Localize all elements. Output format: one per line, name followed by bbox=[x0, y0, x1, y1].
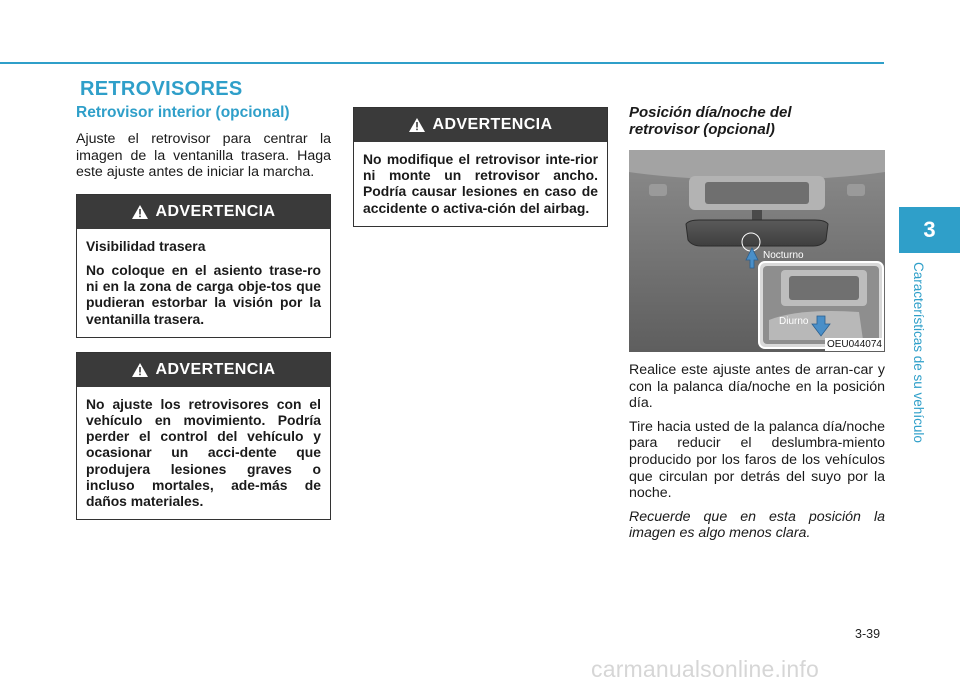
warning-header bbox=[77, 353, 330, 387]
figure-code: OEU044074 bbox=[826, 339, 882, 350]
day-night-para1: Realice este ajuste antes de arran-car y con la palanca día/noche en la posición día. bbox=[629, 362, 885, 412]
chapter-tab: 3 bbox=[899, 207, 960, 253]
label-day: Diurno bbox=[779, 316, 809, 327]
watermark: carmanualsonline.info bbox=[591, 656, 819, 682]
column-left bbox=[76, 104, 331, 520]
subheading-day-night bbox=[629, 104, 885, 138]
warning-body bbox=[77, 387, 330, 519]
warning-label: ADVERTENCIA bbox=[155, 202, 276, 220]
warning-box-modify bbox=[353, 107, 608, 227]
chapter-title: Características de su vehículo bbox=[911, 262, 926, 443]
mirror-figure bbox=[629, 150, 885, 352]
day-night-para2: Tire hacia usted de la palanca día/noche para reducir el deslumbra-miento producido por los faros de los vehículos que circulan por detrás del suyo por la noche. bbox=[629, 418, 885, 502]
subheading-line2: retrovisor (opcional) bbox=[629, 121, 775, 138]
warning-box-visibility bbox=[76, 194, 331, 338]
subheading-line1: Posición día/noche del bbox=[629, 104, 792, 121]
column-middle bbox=[353, 107, 608, 227]
warning-title: Visibilidad trasera bbox=[86, 237, 206, 254]
subheading-interior-mirror: Retrovisor interior (opcional) bbox=[76, 104, 290, 121]
section-title: RETROVISORES bbox=[80, 78, 243, 100]
warning-label: ADVERTENCIA bbox=[432, 116, 553, 133]
warning-text: No ajuste los retrovisores con el vehículo en movimiento. Podría perder el control del vehículo y ocasionar un acci-dente que produjera lesiones graves o incluso mortales, ade-más de daños materiales. bbox=[86, 395, 321, 510]
warning-box-adjust bbox=[76, 352, 331, 520]
column-right bbox=[629, 104, 885, 542]
warning-body bbox=[77, 229, 330, 337]
warning-label: ADVERTENCIA bbox=[155, 360, 276, 378]
warning-body bbox=[354, 142, 607, 226]
day-night-note: Recuerde que en esta posición la imagen es algo menos clara. bbox=[629, 508, 885, 542]
label-night: Nocturno bbox=[763, 250, 804, 261]
warning-text: No modifique el retrovisor inte-rior ni monte un retrovisor ancho. Podría causar lesiones en caso de accidente o activa-ción del airbag. bbox=[363, 151, 598, 216]
top-rule bbox=[0, 62, 884, 64]
warning-text: No coloque en el asiento trase-ro ni en la zona de carga obje-tos que pudieran estorbar la visión por la ventanilla trasera. bbox=[86, 261, 321, 327]
mirror-illustration bbox=[629, 150, 885, 352]
warning-header bbox=[77, 195, 330, 229]
warning-triangle-icon bbox=[409, 118, 425, 132]
intro-paragraph: Ajuste el retrovisor para centrar la imagen de la ventanilla trasera. Haga este ajuste antes de iniciar la marcha. bbox=[76, 131, 331, 181]
page-number: 3-39 bbox=[855, 627, 881, 641]
warning-triangle-icon bbox=[132, 363, 148, 377]
warning-header bbox=[354, 108, 607, 142]
warning-triangle-icon bbox=[132, 205, 148, 219]
